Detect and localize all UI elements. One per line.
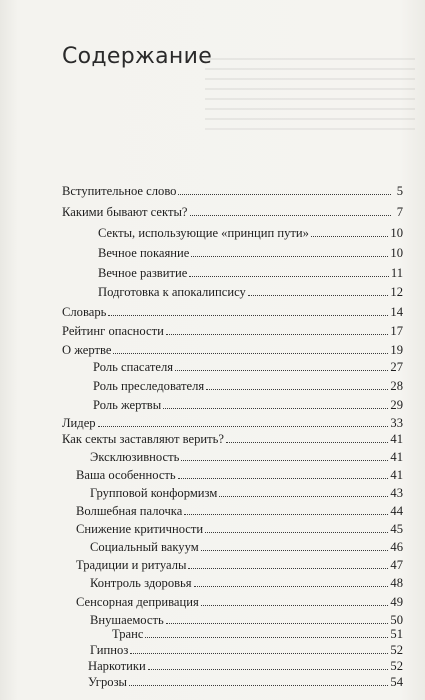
dot-leader [194,586,389,587]
toc-entry-page-number: 10 [390,246,403,260]
toc-entry-title: Как секты заставляют верить? [62,432,224,446]
toc-entry-title: Вечное покаяние [98,246,190,260]
toc-entry-page-number: 41 [390,432,403,446]
toc-entry-title: Групповой конформизм [90,486,218,500]
toc-entry[interactable] [76,554,403,572]
toc-entry-title: Волшебная палочка [76,504,183,518]
toc-entry-page-number: 47 [390,558,403,572]
dot-leader [201,605,389,606]
toc-entry-title: Транс [112,627,144,641]
toc-entry[interactable] [76,518,403,536]
toc-entry-title: Роль спасателя [93,360,174,374]
toc-entry-page-number: 11 [390,266,403,280]
dot-leader [178,478,389,479]
toc-entry-title: Снижение критичности [76,522,204,536]
toc-entry-page-number: 51 [390,627,403,641]
toc-entry-page-number: 19 [390,343,403,357]
toc-entry[interactable] [76,464,403,482]
dot-leader [201,550,389,551]
toc-entry-title: Вступительное слово [62,184,177,198]
toc-entry[interactable] [90,482,403,500]
dot-leader [181,460,388,461]
toc-entry-page-number: 28 [390,379,403,393]
dot-leader [163,408,388,409]
dot-leader [178,194,391,195]
dot-leader [145,637,388,638]
dot-leader [190,215,391,216]
toc-entry-page-number: 14 [390,305,403,319]
dot-leader [205,532,388,533]
toc-entry-title: Подготовка к апокалипсису [98,285,246,299]
dot-leader [113,353,388,354]
toc-entry-page-number: 46 [390,540,403,554]
toc-entry[interactable] [62,428,403,446]
toc-entry-page-number: 10 [390,226,403,240]
dot-leader [98,426,389,427]
toc-entry-title: О жертве [62,343,112,357]
toc-entry[interactable] [98,222,403,240]
toc-entry-title: Секты, использующие «принцип пути» [98,226,309,240]
toc-entry-page-number: 41 [390,450,403,464]
toc-entry-page-number: 33 [390,416,403,430]
toc-entry[interactable] [98,262,403,280]
dot-leader [175,370,388,371]
dot-leader [189,276,389,277]
toc-entry-page-number: 52 [390,643,403,657]
dot-leader [219,496,388,497]
toc-entry-page-number: 17 [390,324,403,338]
toc-entry[interactable] [62,339,403,357]
toc-entry-title: Словарь [62,305,107,319]
toc-entry-page-number: 5 [396,184,403,198]
toc-entry[interactable] [76,500,403,518]
toc-entry[interactable] [93,394,403,412]
toc-entry[interactable] [62,301,403,319]
toc-entry-title: Какими бывают секты? [62,205,188,219]
page-title: Содержание [62,44,213,69]
toc-entry-page-number: 12 [390,285,403,299]
dot-leader [311,236,388,237]
toc-entry[interactable] [76,591,403,609]
toc-entry-page-number: 29 [390,398,403,412]
toc-entry-page-number: 7 [396,205,403,219]
dot-leader [188,568,388,569]
dot-leader [248,295,389,296]
toc-entry[interactable] [98,281,403,299]
toc-entry-page-number: 54 [390,675,403,689]
toc-entry-page-number: 27 [390,360,403,374]
toc-entry-title: Лидер [62,416,96,430]
toc-entry-page-number: 44 [390,504,403,518]
dot-leader [166,334,389,335]
toc-entry[interactable] [90,446,403,464]
toc-entry-title: Наркотики [88,659,146,673]
toc-entry-title: Угрозы [88,675,128,689]
toc-entry-title: Рейтинг опасности [62,324,164,338]
dot-leader [191,256,388,257]
toc-entry-title: Социальный вакуум [90,540,199,554]
dot-leader [184,514,388,515]
toc-entry-page-number: 52 [390,659,403,673]
toc-entry-title: Ваша особенность [76,468,176,482]
toc-entry[interactable] [90,572,403,590]
dot-leader [108,315,388,316]
dot-leader [148,669,389,670]
toc-entry[interactable] [93,375,403,393]
toc-entry-title: Традиции и ритуалы [76,558,187,572]
toc-entry-title: Сенсорная депривация [76,595,199,609]
dot-leader [206,389,388,390]
dot-leader [130,653,388,654]
toc-entry-page-number: 45 [390,522,403,536]
toc-entry-title: Роль преследователя [93,379,205,393]
toc-entry[interactable] [62,201,403,219]
toc-entry-title: Эксклюзивность [90,450,180,464]
toc-entry-page-number: 48 [390,576,403,590]
toc-entry[interactable] [62,320,403,338]
toc-entry-title: Вечное развитие [98,266,188,280]
toc-entry[interactable] [88,671,403,689]
dot-leader [226,442,388,443]
toc-entry[interactable] [62,180,403,198]
toc-entry[interactable] [90,536,403,554]
toc-entry[interactable] [98,242,403,260]
toc-entry-title: Гипноз [90,643,129,657]
toc-entry-page-number: 50 [390,613,403,627]
toc-entry[interactable] [93,356,403,374]
toc-entry-title: Роль жертвы [93,398,162,412]
toc-entry-page-number: 43 [390,486,403,500]
toc-entry-title: Контроль здоровья [90,576,192,590]
toc-entry-page-number: 49 [390,595,403,609]
toc-entry-title: Внушаемость [90,613,164,627]
dot-leader [129,685,388,686]
toc-entry-page-number: 41 [390,468,403,482]
